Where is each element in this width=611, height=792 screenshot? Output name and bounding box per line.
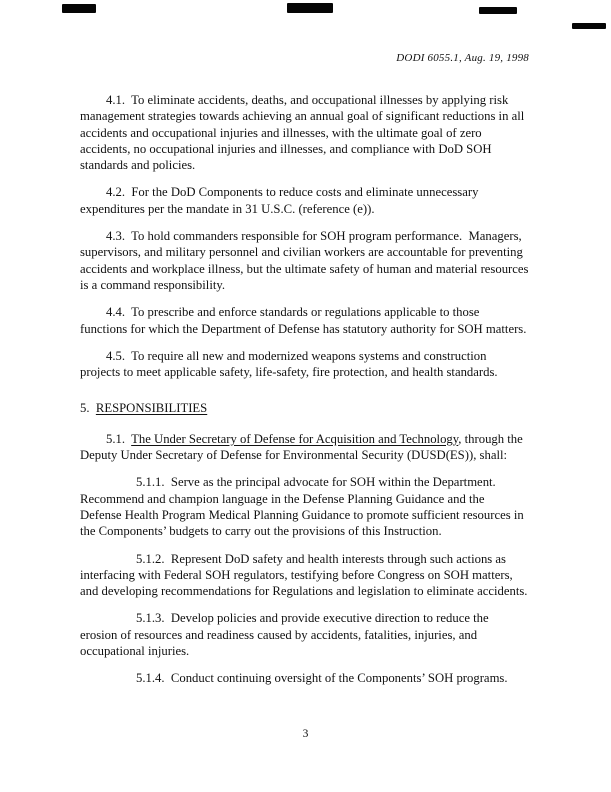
- page-number: 3: [302, 728, 309, 740]
- text-run: 4.1. To eliminate accidents, deaths, and occupational illnesses by applying risk management strategies towards achieving an annual goal of significant reductions in all accidents and occupational injuries and illnesses, with the ultimate goal of zero accidents, no occupational injuries and illnesses, and compliance with DoD SOH standards and policies.: [80, 93, 528, 173]
- paragraph: [80, 348, 529, 381]
- text-run: 4.4. To prescribe and enforce standards or regulations applicable to those functions for which the Department of Defense has statutory authority for SOH matters.: [80, 305, 527, 336]
- text-run: 5.1.1. Serve as the principal advocate for SOH within the Department. Recommend and champion language in the Defense Planning Guidance and the Defense Health Program Medical Planning Guidance to promote sufficient resources in the Components’ budgets to carry out the provisions of this Instruction.: [80, 475, 527, 539]
- paragraph: [80, 431, 529, 464]
- underlined-text: The Under Secretary of Defense for Acquisition and Technology: [131, 431, 459, 446]
- paragraph: [80, 670, 529, 686]
- text-run: 4.2. For the DoD Components to reduce costs and eliminate unnecessary expenditures per the mandate in 31 U.S.C. (reference (e)).: [80, 185, 482, 216]
- text-run: , through the Deputy Under Secretary of Defense for Environmental Security (DUSD(ES)), shall:: [80, 431, 526, 463]
- scan-artifact: [479, 7, 517, 14]
- underlined-text: RESPONSIBILITIES: [95, 401, 208, 416]
- paragraph: [80, 92, 529, 173]
- document-body: [80, 92, 532, 698]
- paragraph: [80, 551, 529, 600]
- paragraph: [80, 228, 532, 293]
- scan-artifact: [287, 3, 333, 13]
- document-header: DODI 6055.1, Aug. 19, 1998: [396, 52, 529, 64]
- text-run: 5.: [80, 401, 96, 416]
- text-run: 4.3. To hold commanders responsible for SOH program performance. Managers, supervisors, and military personnel and civilian workers are accountable for preventing accidents and workplace illness, but the ultimate safety of human and material resources is a command responsibility.: [80, 229, 532, 292]
- section-heading: [80, 400, 529, 416]
- text-run: 5.1.3. Develop policies and provide executive direction to reduce the erosion of resources and readiness caused by accidents, fatalities, injuries, and occupational injuries.: [80, 611, 492, 659]
- text-run: 4.5. To require all new and modernized weapons systems and construction projects to meet applicable safety, life-safety, fire protection, and health standards.: [80, 348, 498, 380]
- text-run: 5.1.2. Represent DoD safety and health interests through such actions as interfacing with Federal SOH regulators, testifying before Congress on SOH matters, and developing recommendations for Regulations and legislation to eliminate accidents.: [80, 551, 528, 599]
- text-run: 5.1.: [106, 431, 132, 446]
- scan-artifact: [62, 4, 96, 13]
- paragraph: [80, 610, 529, 659]
- paragraph: [80, 304, 529, 337]
- paragraph: [80, 184, 529, 217]
- text-run: 5.1.4. Conduct continuing oversight of the Components’ SOH programs.: [136, 671, 508, 686]
- paragraph: [80, 474, 529, 539]
- scan-artifact: [572, 23, 606, 29]
